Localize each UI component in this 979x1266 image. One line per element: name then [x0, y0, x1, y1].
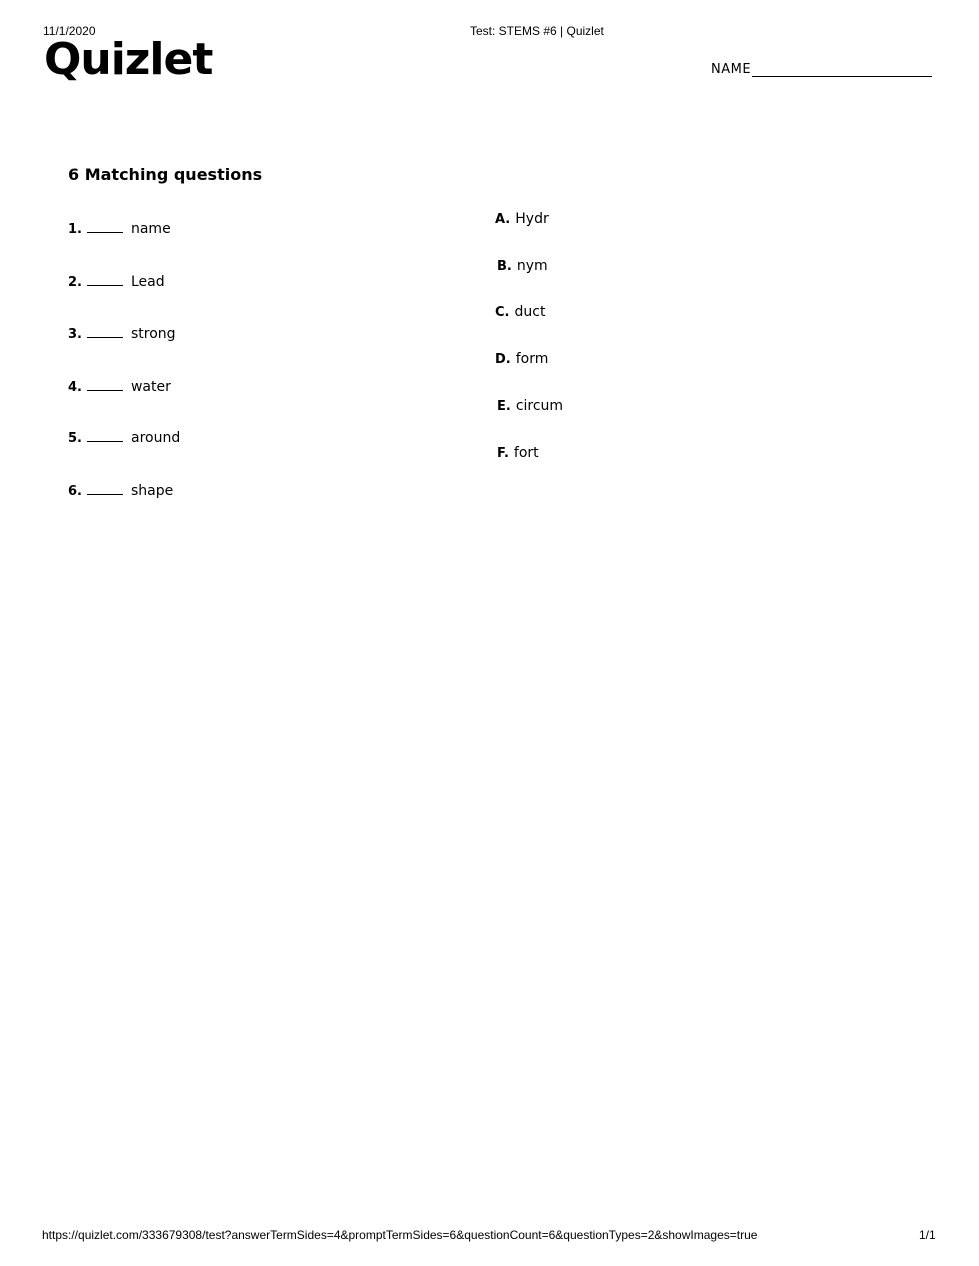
answer-text: fort [513, 445, 539, 461]
question-number: 5. [68, 431, 82, 446]
question-term: shape [130, 483, 174, 499]
question-item [68, 379, 171, 395]
print-date: 11/1/2020 [43, 24, 96, 38]
question-term: strong [130, 326, 176, 342]
answer-text: form [515, 351, 549, 367]
section-title: 6 Matching questions [68, 165, 263, 184]
question-item [68, 221, 171, 237]
question-item [68, 430, 180, 446]
question-term: water [130, 379, 171, 395]
print-title: Test: STEMS #6 | Quizlet [470, 24, 604, 38]
answer-letter: A. [495, 212, 511, 227]
answer-option [497, 398, 563, 414]
answer-option [497, 258, 548, 274]
answer-letter: E. [497, 399, 511, 414]
name-line [752, 63, 932, 77]
answer-blank [87, 276, 123, 286]
question-number: 3. [68, 327, 82, 342]
answer-letter: C. [495, 305, 510, 320]
question-term: around [130, 430, 181, 446]
answer-option [495, 351, 548, 367]
answer-blank [87, 485, 123, 495]
answer-option [495, 211, 549, 227]
answer-text: Hydr [515, 211, 549, 227]
answer-blank [87, 432, 123, 442]
question-item [68, 274, 165, 290]
answer-text: duct [514, 304, 546, 320]
quizlet-logo: Quizlet [44, 34, 213, 85]
question-number: 4. [68, 380, 82, 395]
answer-letter: D. [495, 352, 511, 367]
question-number: 1. [68, 222, 82, 237]
question-item [68, 483, 173, 499]
name-label: NAME [711, 62, 752, 77]
question-term: Lead [130, 274, 165, 290]
answer-option [495, 304, 545, 320]
answer-blank [87, 381, 123, 391]
answer-letter: F. [497, 446, 509, 461]
answer-text: circum [515, 398, 564, 414]
question-number: 2. [68, 275, 82, 290]
footer-url: https://quizlet.com/333679308/test?answerTermSides=4&promptTermSides=6&questionCount=6&questionTypes=2&showImages=true [42, 1228, 758, 1242]
question-item [68, 326, 176, 342]
answer-blank [87, 328, 123, 338]
footer-page-number: 1/1 [919, 1228, 936, 1242]
name-field [711, 62, 932, 77]
answer-blank [87, 223, 123, 233]
question-number: 6. [68, 484, 82, 499]
answer-option [497, 445, 539, 461]
answer-text: nym [516, 258, 548, 274]
question-term: name [130, 221, 171, 237]
answer-letter: B. [497, 259, 512, 274]
